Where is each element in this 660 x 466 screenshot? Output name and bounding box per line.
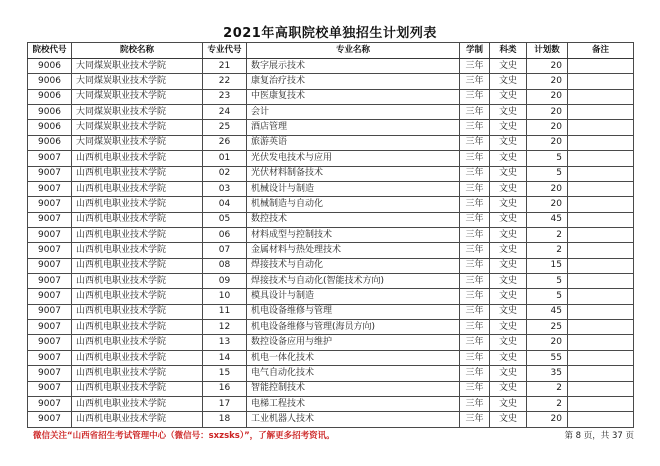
table-cell: 山西机电职业技术学院 [72,274,203,289]
table-cell: 2 [527,381,568,396]
table-cell: 中医康复技术 [247,89,460,104]
table-row [28,381,634,396]
table-cell [568,335,634,350]
table-cell: 25 [527,320,568,335]
wechat-notice-text: 微信关注“山西省招生考试管理中心（微信号：sxzsks）”，了解更多招考资讯。 [33,431,335,441]
table-cell: 04 [203,197,247,212]
table-cell: 光伏材料制备技术 [247,166,460,181]
table-row [28,197,634,212]
table-cell: 大同煤炭职业技术学院 [72,120,203,135]
table-cell: 三年 [460,74,490,89]
table-cell: 9006 [28,74,72,89]
table-cell: 9007 [28,396,72,411]
page-title: 2021年高职院校单独招生计划列表 [223,26,437,41]
table-cell: 9006 [28,59,72,74]
table-cell: 山西机电职业技术学院 [72,381,203,396]
table-cell: 9007 [28,381,72,396]
table-cell [568,366,634,381]
table-cell: 9007 [28,197,72,212]
table-cell: 三年 [460,151,490,166]
table-cell: 05 [203,212,247,227]
table-cell: 山西机电职业技术学院 [72,151,203,166]
table-cell [568,166,634,181]
table-cell: 大同煤炭职业技术学院 [72,59,203,74]
col-header-category: 科类 [490,43,527,59]
table-cell: 15 [527,258,568,273]
table-cell: 数控设备应用与维护 [247,335,460,350]
col-header-remarks: 备注 [568,43,634,59]
table-cell: 三年 [460,227,490,242]
table-cell: 光伏发电技术与应用 [247,151,460,166]
table-cell: 文史 [490,381,527,396]
table-cell: 文史 [490,151,527,166]
table-cell: 5 [527,274,568,289]
table-cell: 25 [203,120,247,135]
table-cell: 5 [527,289,568,304]
table-cell: 9006 [28,135,72,150]
col-header-college-code: 院校代号 [28,43,72,59]
table-row [28,350,634,365]
table-cell: 三年 [460,105,490,120]
table-cell [568,412,634,427]
table-cell [568,243,634,258]
table-cell: 酒店管理 [247,120,460,135]
table-cell: 35 [527,366,568,381]
table-cell: 18 [203,412,247,427]
table-cell: 三年 [460,366,490,381]
table-cell: 文史 [490,396,527,411]
table-cell: 20 [527,197,568,212]
table-cell: 焊接技术与自动化(智能技术方向) [247,274,460,289]
table-cell: 山西机电职业技术学院 [72,212,203,227]
table-row [28,135,634,150]
table-cell: 14 [203,350,247,365]
table-cell: 9007 [28,212,72,227]
table-row [28,304,634,319]
table-cell [568,320,634,335]
table-cell: 山西机电职业技术学院 [72,258,203,273]
table-row [28,258,634,273]
table-cell: 9007 [28,227,72,242]
table-row [28,366,634,381]
table-cell: 55 [527,350,568,365]
table-row [28,181,634,196]
page-footer [27,429,634,441]
table-cell [568,151,634,166]
table-cell: 01 [203,151,247,166]
table-cell: 焊接技术与自动化 [247,258,460,273]
table-cell: 三年 [460,59,490,74]
table-cell: 20 [527,59,568,74]
col-header-plan-count: 计划数 [527,43,568,59]
table-cell: 文史 [490,289,527,304]
table-cell: 17 [203,396,247,411]
table-cell: 20 [527,89,568,104]
table-cell: 06 [203,227,247,242]
table-cell: 机械制造与自动化 [247,197,460,212]
table-cell [568,258,634,273]
table-cell: 07 [203,243,247,258]
table-cell: 16 [203,381,247,396]
table-cell: 文史 [490,89,527,104]
table-cell: 26 [203,135,247,150]
table-cell: 康复治疗技术 [247,74,460,89]
table-cell: 大同煤炭职业技术学院 [72,74,203,89]
table-cell: 15 [203,366,247,381]
table-cell: 5 [527,151,568,166]
table-cell: 文史 [490,74,527,89]
table-cell: 文史 [490,59,527,74]
table-cell: 文史 [490,274,527,289]
table-cell: 三年 [460,381,490,396]
table-cell: 三年 [460,181,490,196]
table-cell: 13 [203,335,247,350]
table-cell: 20 [527,135,568,150]
table-row [28,335,634,350]
col-header-major-code: 专业代号 [203,43,247,59]
table-cell [568,135,634,150]
table-cell: 文史 [490,320,527,335]
table-cell [568,350,634,365]
table-row [28,166,634,181]
table-cell: 三年 [460,243,490,258]
table-cell: 山西机电职业技术学院 [72,197,203,212]
table-cell: 10 [203,289,247,304]
table-cell: 山西机电职业技术学院 [72,304,203,319]
table-cell: 数字展示技术 [247,59,460,74]
table-row [28,151,634,166]
table-cell [568,105,634,120]
table-row [28,274,634,289]
table-cell: 08 [203,258,247,273]
table-row [28,120,634,135]
table-cell: 文史 [490,350,527,365]
table-row [28,105,634,120]
table-cell: 20 [527,181,568,196]
table-cell: 5 [527,166,568,181]
table-cell: 03 [203,181,247,196]
table-cell: 文史 [490,335,527,350]
table-cell: 20 [527,74,568,89]
table-cell: 2 [527,243,568,258]
table-cell: 金属材料与热处理技术 [247,243,460,258]
table-cell: 山西机电职业技术学院 [72,166,203,181]
table-cell: 机械设计与制造 [247,181,460,196]
table-cell: 三年 [460,120,490,135]
table-cell [568,396,634,411]
table-cell: 2 [527,396,568,411]
table-cell: 三年 [460,258,490,273]
col-header-duration: 学制 [460,43,490,59]
table-cell: 20 [527,335,568,350]
table-cell: 9007 [28,243,72,258]
table-cell [568,59,634,74]
table-cell: 电气自动化技术 [247,366,460,381]
table-row [28,212,634,227]
table-cell: 三年 [460,166,490,181]
table-cell: 文史 [490,227,527,242]
table-cell: 9007 [28,335,72,350]
table-header-row [28,43,634,59]
table-cell: 山西机电职业技术学院 [72,289,203,304]
table-cell: 材料成型与控制技术 [247,227,460,242]
table-cell: 山西机电职业技术学院 [72,243,203,258]
table-cell: 9006 [28,89,72,104]
table-cell [568,120,634,135]
table-cell [568,289,634,304]
col-header-major-name: 专业名称 [247,43,460,59]
table-cell: 文史 [490,412,527,427]
table-cell: 9007 [28,304,72,319]
table-cell: 9007 [28,320,72,335]
table-cell: 12 [203,320,247,335]
table-cell: 20 [527,412,568,427]
table-cell: 三年 [460,89,490,104]
table-cell: 模具设计与制造 [247,289,460,304]
table-cell: 9007 [28,181,72,196]
table-row [28,320,634,335]
table-cell: 9007 [28,366,72,381]
table-cell: 机电设备维修与管理(海员方向) [247,320,460,335]
table-cell: 20 [527,120,568,135]
table-cell: 大同煤炭职业技术学院 [72,135,203,150]
table-cell: 文史 [490,166,527,181]
table-cell: 电梯工程技术 [247,396,460,411]
table-cell: 三年 [460,289,490,304]
table-cell: 机电设备维修与管理 [247,304,460,319]
table-cell: 山西机电职业技术学院 [72,320,203,335]
table-cell: 文史 [490,243,527,258]
table-cell: 大同煤炭职业技术学院 [72,89,203,104]
table-cell: 山西机电职业技术学院 [72,396,203,411]
table-cell [568,227,634,242]
table-cell: 09 [203,274,247,289]
table-cell: 智能控制技术 [247,381,460,396]
table-row [28,89,634,104]
table-cell: 三年 [460,396,490,411]
table-cell: 文史 [490,366,527,381]
table-cell [568,197,634,212]
table-cell: 三年 [460,320,490,335]
table-row [28,289,634,304]
table-cell: 文史 [490,258,527,273]
table-cell: 45 [527,212,568,227]
table-cell [568,74,634,89]
table-cell: 20 [527,105,568,120]
table-cell: 三年 [460,304,490,319]
table-cell: 45 [527,304,568,319]
table-cell: 山西机电职业技术学院 [72,366,203,381]
table-cell: 11 [203,304,247,319]
table-cell: 9007 [28,258,72,273]
table-cell: 02 [203,166,247,181]
table-cell: 文史 [490,135,527,150]
table-cell: 22 [203,74,247,89]
table-cell [568,212,634,227]
table-cell: 9007 [28,274,72,289]
table-cell: 23 [203,89,247,104]
table-cell: 山西机电职业技术学院 [72,335,203,350]
page-number-info: 第 8 页，共 37 页 [564,431,634,441]
table-cell: 山西机电职业技术学院 [72,181,203,196]
table-cell: 文史 [490,181,527,196]
table-cell [568,274,634,289]
table-row [28,396,634,411]
table-cell [568,89,634,104]
table-cell: 三年 [460,412,490,427]
table-cell: 三年 [460,135,490,150]
table-cell: 大同煤炭职业技术学院 [72,105,203,120]
table-cell: 9007 [28,151,72,166]
table-cell: 山西机电职业技术学院 [72,350,203,365]
table-cell: 会计 [247,105,460,120]
table-cell: 山西机电职业技术学院 [72,227,203,242]
col-header-college-name: 院校名称 [72,43,203,59]
table-row [28,59,634,74]
table-cell: 三年 [460,350,490,365]
table-cell: 9006 [28,120,72,135]
table-row [28,227,634,242]
table-cell: 9007 [28,412,72,427]
table-cell: 21 [203,59,247,74]
table-cell: 24 [203,105,247,120]
table-cell [568,181,634,196]
table-cell [568,304,634,319]
table-cell: 文史 [490,120,527,135]
table-cell: 三年 [460,335,490,350]
table-cell: 山西机电职业技术学院 [72,412,203,427]
table-cell: 工业机器人技术 [247,412,460,427]
table-body [28,59,634,428]
table-cell: 数控技术 [247,212,460,227]
table-cell: 9007 [28,350,72,365]
table-cell: 9007 [28,289,72,304]
table-row [28,74,634,89]
table-row [28,243,634,258]
table-cell: 旅游英语 [247,135,460,150]
table-cell: 文史 [490,212,527,227]
table-row [28,412,634,427]
table-cell: 文史 [490,304,527,319]
table-cell: 9007 [28,166,72,181]
table-cell: 文史 [490,197,527,212]
table-cell: 三年 [460,212,490,227]
table-cell: 三年 [460,197,490,212]
table-cell: 机电一体化技术 [247,350,460,365]
table-cell: 9006 [28,105,72,120]
table-cell [568,381,634,396]
table-header [28,43,634,59]
enrollment-plan-table [27,42,634,428]
table-cell: 三年 [460,274,490,289]
table-cell: 2 [527,227,568,242]
table-cell: 文史 [490,105,527,120]
